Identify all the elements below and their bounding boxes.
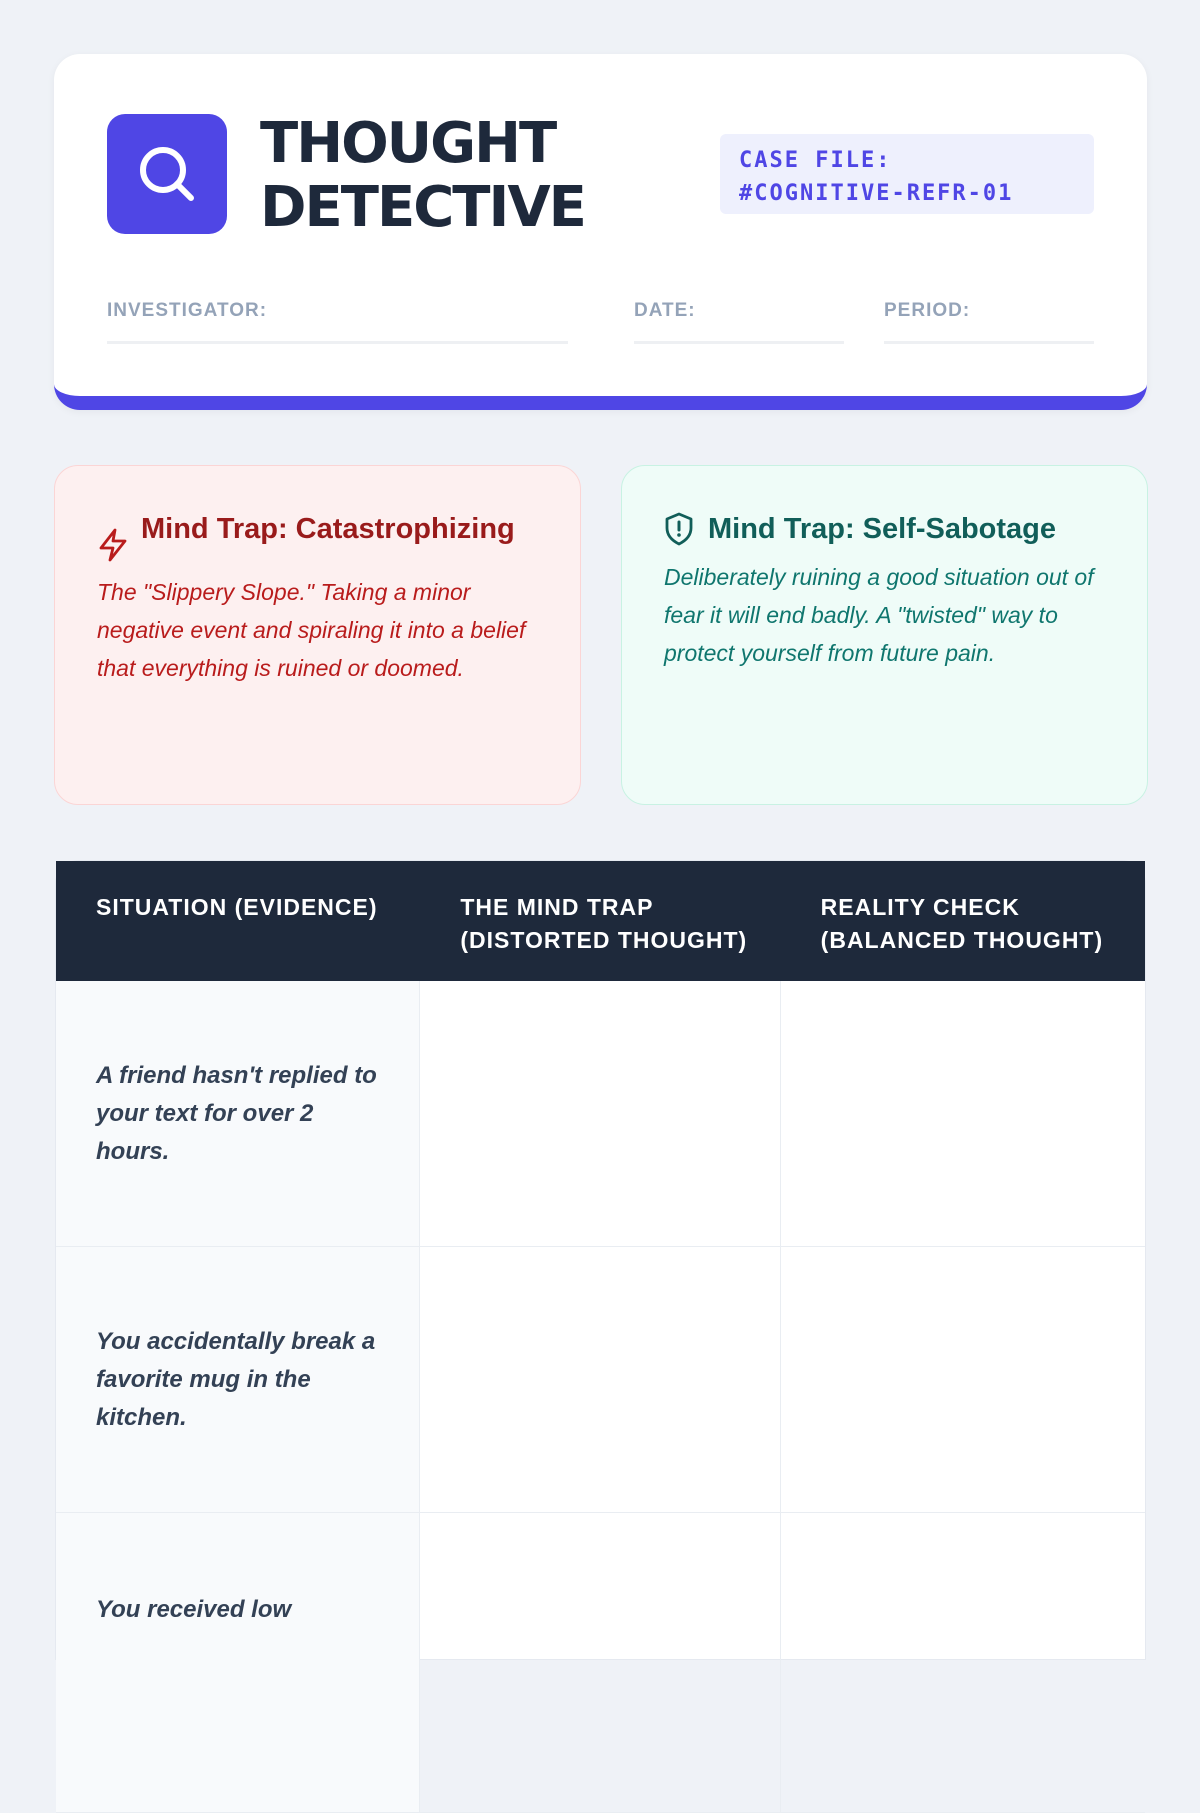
reality-check-cell[interactable] xyxy=(781,1513,1145,1812)
case-file-badge: CASE FILE: #COGNITIVE-REFR-01 xyxy=(720,134,1094,214)
column-header-mind-trap: THE MIND TRAP (DISTORTED THOUGHT) xyxy=(460,894,748,953)
period-field[interactable] xyxy=(884,300,1094,344)
column-header-situation: SITUATION (EVIDENCE) xyxy=(96,894,378,920)
trap-card-catastrophizing xyxy=(54,465,581,805)
investigator-field[interactable] xyxy=(107,300,568,344)
table-row xyxy=(56,981,1145,1247)
date-field[interactable] xyxy=(634,300,844,344)
mind-trap-cell[interactable] xyxy=(420,1513,780,1812)
reality-check-cell[interactable] xyxy=(781,981,1145,1246)
period-label: PERIOD: xyxy=(884,300,971,321)
table-row xyxy=(56,1513,1145,1813)
thought-record-table xyxy=(55,860,1146,1660)
column-header-reality-check: REALITY CHECK (BALANCED THOUGHT) xyxy=(820,894,1104,953)
investigator-label: INVESTIGATOR: xyxy=(107,300,268,321)
situation-cell: You received low xyxy=(56,1513,420,1812)
reality-check-cell[interactable] xyxy=(781,1247,1145,1512)
date-label: DATE: xyxy=(634,300,696,321)
search-icon xyxy=(137,144,197,204)
mind-trap-cell[interactable] xyxy=(420,1247,780,1512)
trap-card-self-sabotage xyxy=(621,465,1148,805)
table-row xyxy=(56,1247,1145,1513)
shield-icon xyxy=(664,512,696,551)
case-header-card xyxy=(54,54,1147,410)
situation-cell: You accidentally break a favorite mug in the kitchen. xyxy=(56,1247,420,1512)
trap-title: Mind Trap: Self-Sabotage xyxy=(708,513,1057,545)
mind-trap-cell[interactable] xyxy=(420,981,780,1246)
page-title: THOUGHT DETECTIVE xyxy=(260,111,585,240)
lightning-icon xyxy=(97,528,129,567)
situation-cell: A friend hasn't replied to your text for over 2 hours. xyxy=(56,981,420,1246)
trap-title: Mind Trap: Catastrophizing xyxy=(141,513,515,545)
logo xyxy=(107,114,227,234)
trap-description: Deliberately ruining a good situation out of fear it will end badly. A "twisted" way to protect yourself from future pain. xyxy=(664,564,1094,666)
table-header xyxy=(56,861,1145,981)
trap-description: The "Slippery Slope." Taking a minor negative event and spiraling it into a belief that everything is ruined or doomed. xyxy=(97,579,526,681)
